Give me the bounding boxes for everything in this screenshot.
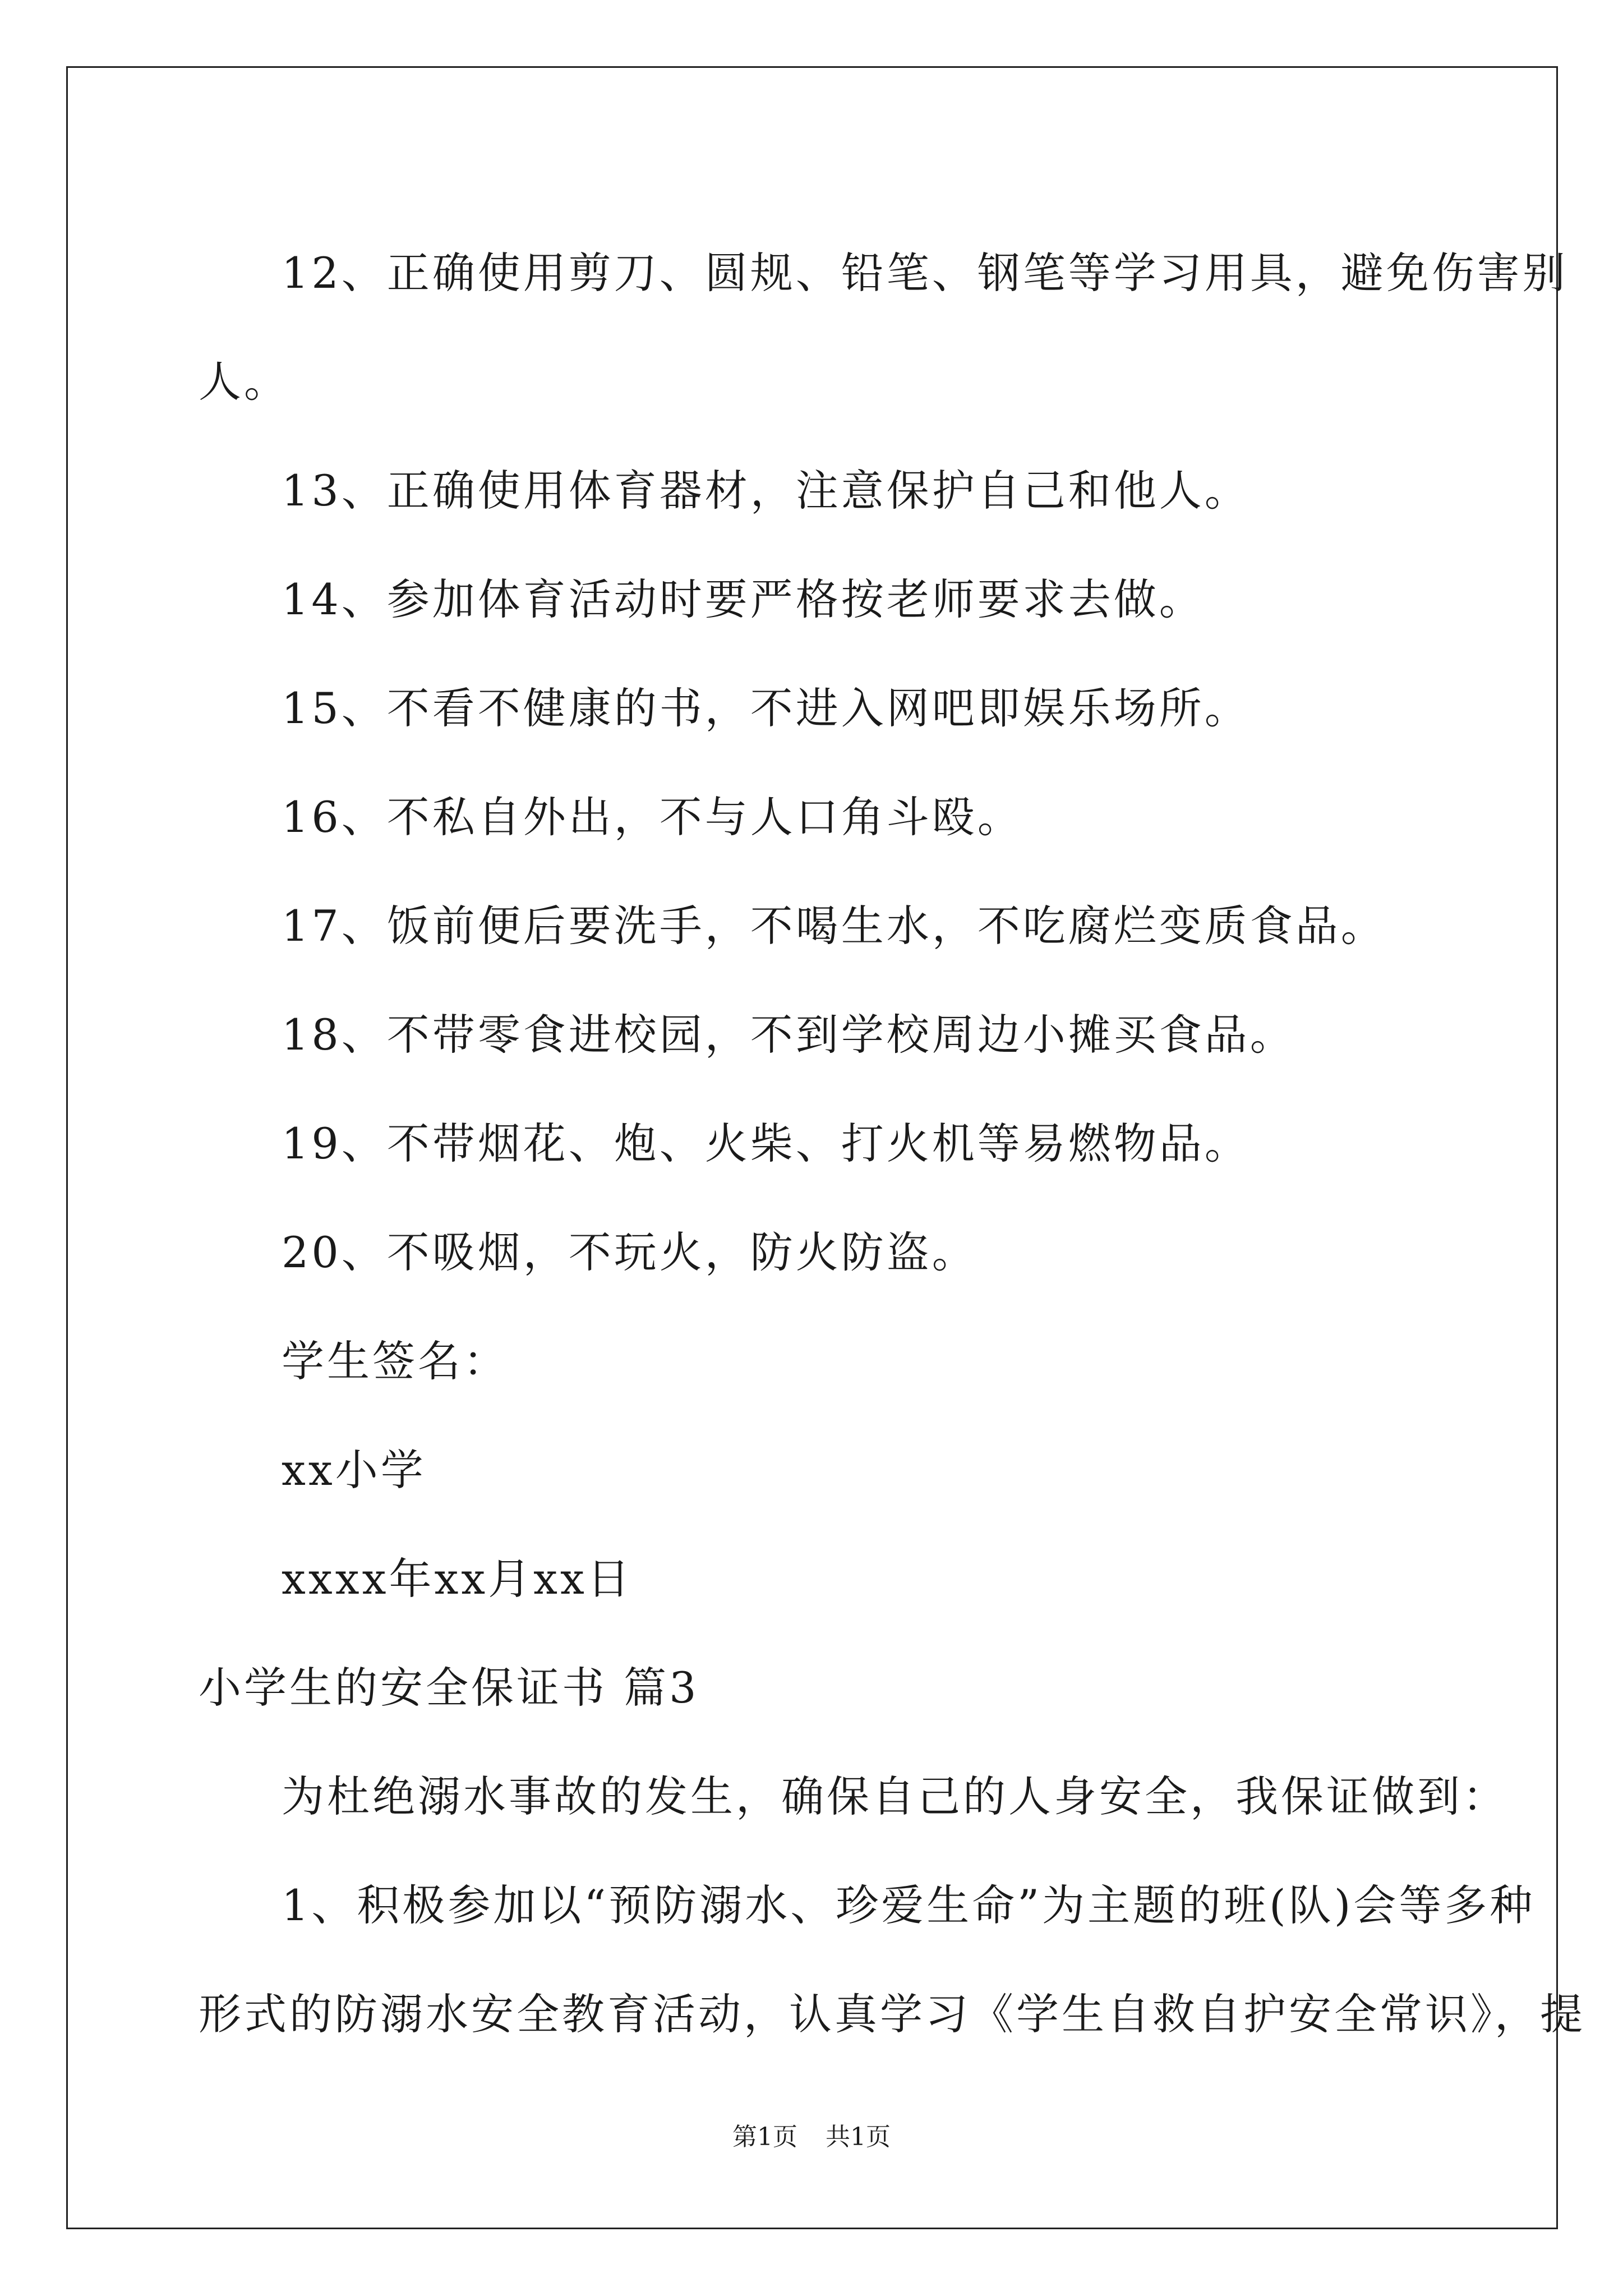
paragraph-item-18: 18、不带零食进校园，不到学校周边小摊买食品。 bbox=[282, 1010, 1295, 1060]
section-intro: 为杜绝溺水事故的发生，确保自己的人身安全，我保证做到： bbox=[282, 1772, 1508, 1821]
paragraph-item-15: 15、不看不健康的书，不进入网吧即娱乐场所。 bbox=[282, 683, 1250, 733]
page-footer bbox=[0, 2116, 1623, 2152]
paragraph-item-12-continued: 人。 bbox=[199, 357, 289, 407]
school-name: xx小学 bbox=[282, 1445, 426, 1495]
paragraph-item-14: 14、参加体育活动时要严格按老师要求去做。 bbox=[282, 574, 1205, 624]
document-body bbox=[199, 219, 1585, 2069]
paragraph-item-1: 1、积极参加以“预防溺水、珍爱生命”为主题的班(队)会等多种 bbox=[282, 1880, 1536, 1930]
paragraph-item-20: 20、不吸烟，不玩火，防火防盗。 bbox=[282, 1227, 978, 1277]
paragraph-item-17: 17、饭前便后要洗手，不喝生水，不吃腐烂变质食品。 bbox=[282, 901, 1386, 951]
section-title: 小学生的安全保证书 篇3 bbox=[199, 1663, 699, 1713]
paragraph-item-12: 12、正确使用剪刀、圆规、铅笔、钢笔等学习用具，避免伤害别 bbox=[282, 248, 1568, 298]
paragraph-item-16: 16、不私自外出，不与人口角斗殴。 bbox=[282, 792, 1023, 842]
paragraph-item-1-continued: 形式的防溺水安全教育活动，认真学习《学生自救自护安全常识》，提 bbox=[199, 1989, 1585, 2039]
paragraph-item-19: 19、不带烟花、炮、火柴、打火机等易燃物品。 bbox=[282, 1119, 1250, 1168]
student-signature-label: 学生签名： bbox=[282, 1336, 509, 1386]
page-number-current: 第1页 bbox=[732, 2123, 797, 2151]
page-number-total: 共1页 bbox=[826, 2123, 891, 2151]
paragraph-item-13: 13、正确使用体育器材，注意保护自己和他人。 bbox=[282, 466, 1250, 516]
document-date: xxxx年xx月xx日 bbox=[282, 1554, 633, 1604]
